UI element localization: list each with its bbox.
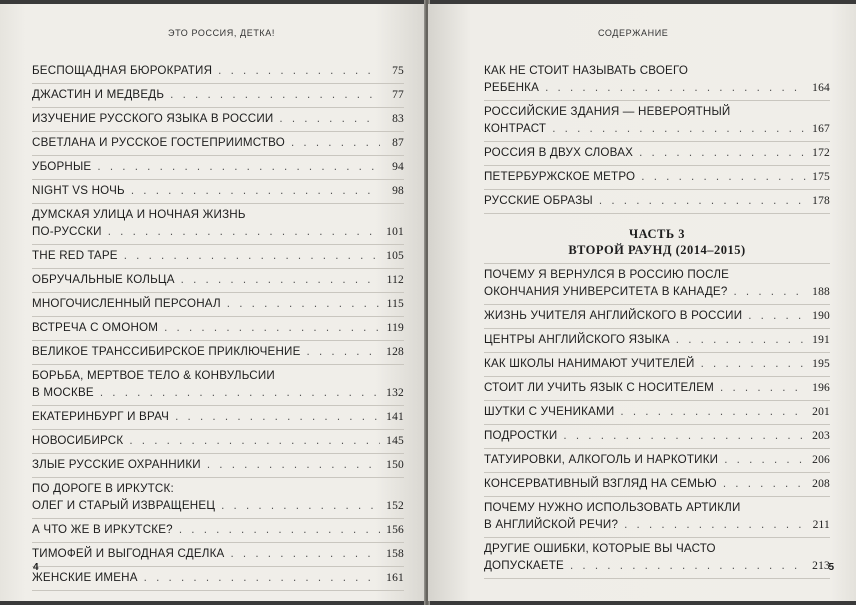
toc-entry-page: 152 xyxy=(386,500,404,512)
dot-leader xyxy=(164,319,380,336)
toc-entry-page: 105 xyxy=(386,250,404,262)
toc-entry-title-line: КОНСЕРВАТИВНЫЙ ВЗГЛЯД НА СЕМЬЮ xyxy=(484,477,717,490)
toc-entry xyxy=(32,269,404,293)
dot-leader xyxy=(97,158,380,175)
toc-entry-page: 101 xyxy=(386,226,404,238)
toc-entry-page: 115 xyxy=(386,298,404,310)
toc-entry xyxy=(32,519,404,543)
part-number: ЧАСТЬ 3 xyxy=(628,227,686,241)
dot-leader xyxy=(144,569,380,586)
toc-entry-page: 87 xyxy=(392,137,404,149)
toc-entry-page: 141 xyxy=(386,411,404,423)
dot-leader xyxy=(599,192,806,209)
dot-leader xyxy=(676,331,806,348)
dot-leader xyxy=(131,182,380,199)
toc-entry-title-line: ОЛЕГ И СТАРЫЙ ИЗВРАЩЕНЕЦ xyxy=(32,499,216,512)
toc-entry-title-line: РУССКИЕ ОБРАЗЫ xyxy=(484,194,593,207)
toc-entry-last-line xyxy=(484,557,830,575)
toc-group xyxy=(484,264,830,579)
toc-list xyxy=(484,60,830,579)
toc-entry-last-line xyxy=(32,319,404,337)
toc-entry-last-line xyxy=(32,521,404,539)
toc-entry xyxy=(32,543,404,567)
toc-entry xyxy=(484,497,830,538)
toc-entry xyxy=(484,264,830,305)
toc-entry-last-line xyxy=(32,497,404,515)
toc-entry-title-line: ПЕТЕРБУРЖСКОЕ МЕТРО xyxy=(484,170,636,183)
toc-entry-last-line xyxy=(32,432,404,450)
toc-entry-last-line xyxy=(32,223,404,241)
toc-entry-page: 190 xyxy=(812,310,830,322)
toc-entry-title-line: ЖИЗНЬ УЧИТЕЛЯ АНГЛИЙСКОГО В РОССИИ xyxy=(484,309,743,322)
toc-entry xyxy=(32,567,404,591)
toc-entry-last-line xyxy=(32,110,404,128)
toc-entry xyxy=(32,365,404,406)
toc-entry-page: 161 xyxy=(386,572,404,584)
toc-entry-page: 175 xyxy=(812,171,830,183)
toc-entry-page: 188 xyxy=(812,286,830,298)
toc-entry-page: 83 xyxy=(392,113,404,125)
toc-entry-last-line xyxy=(32,134,404,152)
toc-entry-title-line: НОВОСИБИРСК xyxy=(32,434,124,447)
dot-leader xyxy=(701,355,806,372)
toc-entry-title-line: КАК ШКОЛЫ НАНИМАЮТ УЧИТЕЛЕЙ xyxy=(484,357,695,370)
toc-entry-last-line xyxy=(484,307,830,325)
toc-entry xyxy=(32,245,404,269)
toc-entry-last-line xyxy=(32,295,404,313)
toc-entry-title-line: ЕКАТЕРИНБУРГ И ВРАЧ xyxy=(32,410,170,423)
right-page xyxy=(428,4,856,601)
toc-entry-title-line: А ЧТО ЖЕ В ИРКУТСКЕ? xyxy=(32,523,173,536)
toc-entry xyxy=(484,449,830,473)
toc-entry xyxy=(32,84,404,108)
toc-entry xyxy=(32,454,404,478)
toc-entry xyxy=(484,142,830,166)
toc-entry-page: 201 xyxy=(812,406,830,418)
toc-entry xyxy=(484,329,830,353)
toc-entry-last-line xyxy=(32,271,404,289)
toc-entry-page: 75 xyxy=(392,65,404,77)
toc-entry-last-line xyxy=(32,569,404,587)
toc-entry xyxy=(484,425,830,449)
toc-entry-last-line xyxy=(484,331,830,349)
toc-entry xyxy=(484,473,830,497)
toc-entry-last-line xyxy=(32,158,404,176)
dot-leader xyxy=(552,120,806,137)
toc-entry-title-line: ДЖАСТИН И МЕДВЕДЬ xyxy=(32,88,165,101)
toc-entry xyxy=(484,377,830,401)
toc-entry-last-line xyxy=(484,516,830,534)
toc-entry-title-line: ОКОНЧАНИЯ УНИВЕРСИТЕТА В КАНАДЕ? xyxy=(484,285,728,298)
dot-leader xyxy=(291,134,380,151)
dot-leader xyxy=(108,223,380,240)
toc-entry-page: 196 xyxy=(812,382,830,394)
dot-leader xyxy=(227,295,380,312)
toc-entry-page: 132 xyxy=(386,387,404,399)
toc-entry-title-line: КАК НЕ СТОИТ НАЗЫВАТЬ СВОЕГО xyxy=(484,64,689,77)
dot-leader xyxy=(624,516,806,533)
toc-entry-title-line: СТОИТ ЛИ УЧИТЬ ЯЗЫК С НОСИТЕЛЕМ xyxy=(484,381,715,394)
running-head: СОДЕРЖАНИЕ xyxy=(598,28,669,38)
toc-entry-last-line xyxy=(484,403,830,421)
dot-leader xyxy=(124,247,380,264)
toc-entry-title-line: ПО ДОРОГЕ В ИРКУТСК: xyxy=(32,482,174,495)
toc-entry-title-line: ОБРУЧАЛЬНЫЕ КОЛЬЦА xyxy=(32,273,175,286)
dot-leader xyxy=(175,408,380,425)
toc-entry-title-line: THE RED TAPE xyxy=(32,249,118,262)
toc-entry xyxy=(32,341,404,365)
dot-leader xyxy=(170,86,380,103)
toc-entry-title-line: РЕБЕНКА xyxy=(484,81,540,94)
toc-list xyxy=(32,60,404,591)
toc-entry-page: 158 xyxy=(386,548,404,560)
toc-entry-title-line: ТАТУИРОВКИ, АЛКОГОЛЬ И НАРКОТИКИ xyxy=(484,453,719,466)
toc-entry xyxy=(32,430,404,454)
toc-group xyxy=(484,60,830,214)
dot-leader xyxy=(748,307,806,324)
toc-entry-last-line xyxy=(484,379,830,397)
toc-entry-page: 211 xyxy=(812,519,830,531)
dot-leader xyxy=(563,427,806,444)
dot-leader xyxy=(218,62,380,79)
toc-entry-title-line: ДОПУСКАЕТЕ xyxy=(484,559,564,572)
toc-entry-last-line xyxy=(32,86,404,104)
toc-entry-title-line: ИЗУЧЕНИЕ РУССКОГО ЯЗЫКА В РОССИИ xyxy=(32,112,274,125)
toc-entry-page: 208 xyxy=(812,478,830,490)
dot-leader xyxy=(570,557,806,574)
toc-entry-last-line xyxy=(484,475,830,493)
running-head: ЭТО РОССИЯ, ДЕТКА! xyxy=(168,28,275,38)
toc-entry-last-line xyxy=(32,408,404,426)
dot-leader xyxy=(181,271,380,288)
toc-entry-page: 98 xyxy=(392,185,404,197)
toc-entry xyxy=(484,101,830,142)
dot-leader xyxy=(207,456,380,473)
toc-entry-title-line: ЖЕНСКИЕ ИМЕНА xyxy=(32,571,138,584)
toc-entry xyxy=(32,60,404,84)
dot-leader xyxy=(307,343,380,360)
dot-leader xyxy=(724,451,806,468)
toc-entry-title-line: РОССИЯ В ДВУХ СЛОВАХ xyxy=(484,146,634,159)
toc-entry-title-line: КОНТРАСТ xyxy=(484,122,547,135)
toc-entry xyxy=(32,132,404,156)
toc-entry-title-line: ПОЧЕМУ Я ВЕРНУЛСЯ В РОССИЮ ПОСЛЕ xyxy=(484,268,730,281)
toc-entry-page: 191 xyxy=(812,334,830,346)
toc-entry-title-line: ПО-РУССКИ xyxy=(32,225,102,238)
dot-leader xyxy=(545,79,806,96)
dot-leader xyxy=(129,432,380,449)
toc-entry-title-line: ВСТРЕЧА С ОМОНОМ xyxy=(32,321,159,334)
dot-leader xyxy=(733,283,806,300)
toc-entry xyxy=(32,478,404,519)
toc-entry-title-line: ДУМСКАЯ УЛИЦА И НОЧНАЯ ЖИЗНЬ xyxy=(32,208,246,221)
toc-entry-last-line xyxy=(484,144,830,162)
toc-entry-title-line: ТИМОФЕЙ И ВЫГОДНАЯ СДЕЛКА xyxy=(32,547,225,560)
toc-entry-title-line: МНОГОЧИСЛЕННЫЙ ПЕРСОНАЛ xyxy=(32,297,221,310)
toc-entry xyxy=(484,353,830,377)
toc-entry-last-line xyxy=(32,182,404,200)
dot-leader xyxy=(179,521,380,538)
toc-entry xyxy=(484,60,830,101)
dot-leader xyxy=(723,475,806,492)
toc-entry-title-line: ЦЕНТРЫ АНГЛИЙСКОГО ЯЗЫКА xyxy=(484,333,670,346)
toc-entry-last-line xyxy=(484,427,830,445)
toc-entry-title-line: В АНГЛИЙСКОЙ РЕЧИ? xyxy=(484,518,619,531)
toc-entry-page: 178 xyxy=(812,195,830,207)
toc-entry-title-line: РОССИЙСКИЕ ЗДАНИЯ — НЕВЕРОЯТНЫЙ xyxy=(484,105,731,118)
toc-entry-last-line xyxy=(484,192,830,210)
toc-entry-title-line: БЕСПОЩАДНАЯ БЮРОКРАТИЯ xyxy=(32,64,213,77)
toc-entry-page: 77 xyxy=(392,89,404,101)
dot-leader xyxy=(221,497,380,514)
toc-entry-last-line xyxy=(484,120,830,138)
toc-entry xyxy=(484,190,830,214)
toc-entry-last-line xyxy=(32,545,404,563)
toc-entry-title-line: NIGHT VS НОЧЬ xyxy=(32,184,125,197)
toc-entry-last-line xyxy=(32,456,404,474)
toc-entry-last-line xyxy=(32,343,404,361)
page-number: 4 xyxy=(33,562,39,573)
dot-leader xyxy=(230,545,380,562)
toc-entry-page: 156 xyxy=(386,524,404,536)
toc-entry xyxy=(32,317,404,341)
toc-entry-page: 213 xyxy=(812,560,830,572)
toc-entry-title-line: ШУТКИ С УЧЕНИКАМИ xyxy=(484,405,615,418)
toc-entry-page: 94 xyxy=(392,161,404,173)
toc-entry-page: 206 xyxy=(812,454,830,466)
toc-entry-page: 195 xyxy=(812,358,830,370)
dot-leader xyxy=(641,168,806,185)
toc-entry-title-line: ПОДРОСТКИ xyxy=(484,429,558,442)
toc-entry xyxy=(32,108,404,132)
toc-entry-last-line xyxy=(32,62,404,80)
toc-entry-page: 119 xyxy=(386,322,404,334)
toc-entry-last-line xyxy=(484,79,830,97)
part-heading xyxy=(484,214,830,264)
toc-entry-page: 150 xyxy=(386,459,404,471)
left-page xyxy=(0,4,426,601)
toc-entry xyxy=(32,180,404,204)
toc-entry-page: 203 xyxy=(812,430,830,442)
toc-entry-last-line xyxy=(484,451,830,469)
toc-entry xyxy=(32,293,404,317)
toc-entry-title-line: В МОСКВЕ xyxy=(32,386,94,399)
dot-leader xyxy=(720,379,806,396)
toc-entry-page: 112 xyxy=(386,274,404,286)
toc-entry-page: 167 xyxy=(812,123,830,135)
toc-entry-last-line xyxy=(484,168,830,186)
toc-entry-title-line: ВЕЛИКОЕ ТРАНССИБИРСКОЕ ПРИКЛЮЧЕНИЕ xyxy=(32,345,301,358)
toc-entry xyxy=(32,406,404,430)
toc-entry xyxy=(32,204,404,245)
toc-entry-title-line: ПОЧЕМУ НУЖНО ИСПОЛЬЗОВАТЬ АРТИКЛИ xyxy=(484,501,741,514)
dot-leader xyxy=(279,110,380,127)
toc-entry xyxy=(484,305,830,329)
toc-entry-last-line xyxy=(32,247,404,265)
dot-leader xyxy=(620,403,806,420)
toc-entry xyxy=(32,156,404,180)
part-title: ВТОРОЙ РАУНД (2014–2015) xyxy=(568,243,746,257)
toc-entry-title-line: БОРЬБА, МЕРТВОЕ ТЕЛО & КОНВУЛЬСИИ xyxy=(32,369,275,382)
toc-entry-last-line xyxy=(484,355,830,373)
toc-entry xyxy=(484,538,830,579)
toc-entry-page: 164 xyxy=(812,82,830,94)
toc-entry xyxy=(484,401,830,425)
toc-entry xyxy=(484,166,830,190)
toc-entry-page: 145 xyxy=(386,435,404,447)
toc-entry-page: 172 xyxy=(812,147,830,159)
toc-entry-last-line xyxy=(484,283,830,301)
dot-leader xyxy=(100,384,380,401)
toc-entry-last-line xyxy=(32,384,404,402)
page-number: 5 xyxy=(828,562,834,573)
toc-entry-page: 128 xyxy=(386,346,404,358)
toc-entry-title-line: СВЕТЛАНА И РУССКОЕ ГОСТЕПРИИМСТВО xyxy=(32,136,285,149)
toc-entry-title-line: ДРУГИЕ ОШИБКИ, КОТОРЫЕ ВЫ ЧАСТО xyxy=(484,542,716,555)
toc-entry-title-line: УБОРНЫЕ xyxy=(32,160,92,173)
dot-leader xyxy=(639,144,806,161)
toc-entry-title-line: ЗЛЫЕ РУССКИЕ ОХРАННИКИ xyxy=(32,458,201,471)
